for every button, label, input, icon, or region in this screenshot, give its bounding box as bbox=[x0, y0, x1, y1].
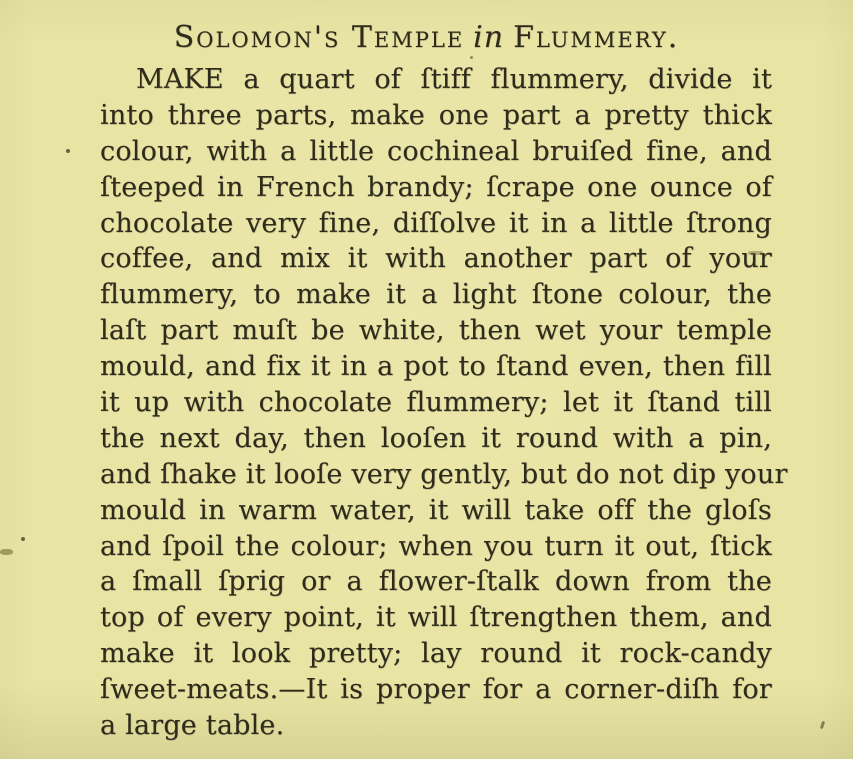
text-line: coffee, and mix it with another part of your bbox=[100, 243, 772, 275]
ink-speck bbox=[66, 149, 70, 153]
ink-speck bbox=[748, 251, 763, 255]
recipe-title bbox=[0, 20, 853, 56]
text-line: laſt part muſt be white, then wet your temple bbox=[100, 315, 772, 347]
text-line: a large table. bbox=[100, 710, 285, 742]
text-line: flummery, to make it a light ſtone colour, the bbox=[100, 279, 772, 311]
text-line: MAKE a quart of ſtiff flummery, divide it bbox=[136, 64, 772, 95]
ink-speck bbox=[0, 549, 13, 555]
recipe-body bbox=[100, 62, 788, 744]
text-line: chocolate very fine, diſſolve it in a little ſtrong bbox=[100, 207, 772, 239]
text-line: colour, with a little cochineal bruiſed fine, and bbox=[100, 135, 772, 167]
text-line: and ſhake it looſe very gently, but do not dip your bbox=[100, 458, 788, 490]
text-line: make it look pretty; lay round it rock-candy bbox=[100, 638, 772, 670]
text-line: mould in warm water, it will take off the gloſs bbox=[100, 494, 772, 526]
ink-speck bbox=[21, 537, 25, 541]
ink-speck bbox=[470, 56, 473, 59]
title-trailing-text: Flummery. bbox=[513, 20, 680, 55]
text-line: the next day, then looſen it round with a pin, bbox=[100, 422, 772, 454]
text-line: ſweet-meats.—It is proper for a corner-diſh for bbox=[100, 674, 772, 706]
text-line: a ſmall ſprig or a flower-ſtalk down from the bbox=[100, 566, 772, 598]
text-line: ſteeped in French brandy; ſcrape one ounce of bbox=[100, 171, 772, 203]
title-main-text: Solomon's Temple bbox=[173, 20, 465, 55]
text-line: into three parts, make one part a pretty thick bbox=[100, 99, 772, 131]
title-italic-word: in bbox=[473, 20, 505, 55]
text-line: mould, and fix it in a pot to ſtand even, then fill bbox=[100, 351, 772, 383]
text-line: top of every point, it will ſtrengthen them, and bbox=[100, 602, 772, 634]
text-line: and ſpoil the colour; when you turn it out, ſtick bbox=[100, 530, 772, 562]
text-line: it up with chocolate flummery; let it ſtand till bbox=[100, 387, 772, 419]
ink-speck bbox=[820, 721, 825, 730]
